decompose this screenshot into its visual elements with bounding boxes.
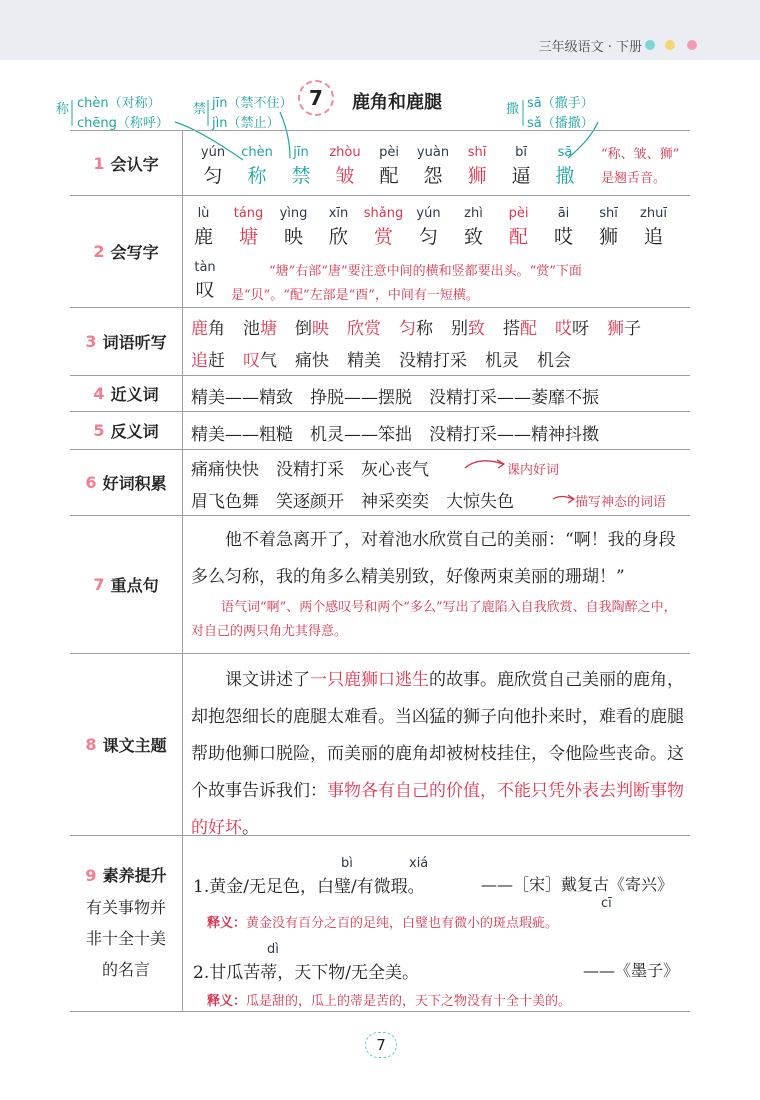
pinyin: lù [197,206,210,221]
explanation-1: 释义：黄金没有百分之百的足纯，白璧也有微小的斑点瑕疵。 [207,916,559,931]
word-line [191,314,659,339]
hanzi: 称 [247,165,267,187]
quote-1-source: ——［宋］戴复古《寄兴》 [481,875,674,894]
hanzi: 匀 [203,165,223,187]
sub-label: 有关事物并 [85,897,166,917]
hanzi: 狮 [598,226,618,248]
hanzi: 撒 [555,165,575,187]
arrow-icon [551,492,577,506]
hanzi: 怨 [423,165,443,187]
row-antonyms [70,412,690,450]
side-note: 课内好词 [507,463,560,478]
polyphone-char-sa: 撒 [506,102,520,117]
pinyin: shī [467,145,487,160]
row-dictation [70,308,690,376]
word: 狮子 [607,319,641,339]
lesson-number: 7 [298,80,334,116]
pinyin: pèi [379,145,399,160]
word: 搭配 [503,319,537,339]
theme-paragraph: 课文讲述了一只鹿狮口逃生的故事。鹿欣赏自己美丽的鹿角，却抱怨细长的鹿腿太难看。当凶猛的狮子向他扑来时，难看的鹿腿帮助他狮口脱险，而美丽的鹿角却被树枝挂住，令他险些丧命。这个故事告诉我们：事物各有自己的价值，不能只凭外表去判断事物的好坏。 [191,670,684,838]
char-item [191,145,235,188]
word: 欣赏 [347,319,381,339]
polyphone-char-chen: 称 [56,102,70,117]
row-good-words [70,450,690,516]
pinyin: yuàn [416,145,450,160]
char-item [543,145,587,188]
hanzi: 哎 [553,226,573,248]
char-item [279,145,323,188]
char-item [411,145,455,188]
char-item [367,145,411,188]
char-item [406,206,451,249]
word: 机会 [537,351,571,371]
side-note: “塘”右部“唐”要注意中间的横和竖都要出头。“赏”下面 [269,264,582,279]
sub-label: 的名言 [101,959,150,979]
pinyin: jīn [293,145,309,160]
row-write [70,196,690,308]
char-item [226,206,271,249]
sentence-note: 语气词“啊”、两个感叹号和两个“多么”写出了鹿陷入自我欣赏、自我陶醉之中，对自己的两只角尤其得意。 [191,600,677,639]
polyphone-char-jin: 禁 [193,102,207,117]
polyphone-reading: sā（撒手） [527,96,594,111]
polyphone-reading: chèn（对称） [77,96,161,111]
char-item [235,145,279,188]
char-item [323,145,367,188]
antonym-text: 精美——粗糙 机灵——笨拙 没精打采——精神抖擞 [191,425,599,445]
hanzi: 皱 [335,165,355,187]
char-list [181,206,676,249]
pinyin: sā [557,145,573,160]
pinyin: chèn [241,145,273,160]
hanzi: 禁 [291,165,311,187]
side-note: “称、皱、狮” [601,147,680,162]
hanzi: 致 [463,226,483,248]
hanzi: 配 [379,165,399,187]
pinyin: yún [416,206,441,221]
row-label: 9 素养提升 有关事物并 非十全十美 的名言 [70,836,183,1011]
char-item [316,206,361,249]
pinyin: zhòu [329,145,361,160]
word: 池塘 [243,319,277,339]
row-quotes [70,836,690,1012]
pinyin: yún [200,145,226,160]
book-label: 三年级语文 · 下册 [538,40,642,55]
word-line: 痛痛快快 没精打采 灰心丧气 [191,460,429,480]
row-label: 6 好词积累 [70,450,183,515]
side-note: 是“贝”。“配”左部是“酉”，中间有一短横。 [231,288,479,303]
arrow-icon [463,454,507,472]
synonym-text: 精美——精致 挣脱——摆脱 没精打采——萎靡不振 [191,388,599,408]
char-item [541,206,586,249]
row-synonyms [70,376,690,412]
hanzi: 配 [508,226,528,248]
word: 机灵 [485,351,519,371]
explanation-2: 释义：瓜是甜的，瓜上的蒂是苦的，天下之物没有十全十美的。 [207,994,572,1009]
row-label: 4 近义词 [70,376,183,411]
char-item [455,145,499,188]
polyphone-reading: sǎ（播撒） [527,116,594,131]
word: 追赶 [191,351,225,371]
side-note: 描写神态的词语 [575,495,667,510]
pinyin: pèi [508,206,529,221]
side-note: 是翘舌音。 [601,171,667,186]
word: 精美 [347,351,381,371]
hanzi: 狮 [467,165,487,187]
pinyin: cī [601,896,612,911]
pinyin: dì [267,942,279,957]
hanzi: 赏 [373,226,393,248]
word: 别致 [451,319,485,339]
row-label: 5 反义词 [70,412,183,449]
row-label: 8 课文主题 [70,654,183,835]
word: 哎呀 [555,319,589,339]
row-label: 7 重点句 [70,516,183,653]
pinyin: āi [557,206,570,221]
row-recognize [70,130,690,196]
key-sentence: 他不着急离开了，对着池水欣赏自己的美丽：“啊！我的身段多么匀称，我的角多么精美别致，好像两束美丽的珊瑚！” [191,530,676,587]
hanzi: 追 [643,226,663,248]
word-line: 眉飞色舞 笑逐颜开 神采奕奕 大惊失色 [191,492,514,512]
row-label: 1 会认字 [70,131,183,195]
hanzi: 鹿 [193,226,213,248]
word: 没精打采 [399,351,467,371]
pinyin: zhì [464,206,483,221]
row-key-sentence [70,516,690,654]
hanzi: 逼 [511,165,531,187]
char-item [499,145,543,188]
word: 叹气 [243,351,277,371]
row-label: 2 会写字 [70,196,183,307]
pinyin: xīn [328,206,349,221]
pinyin: táng [233,206,264,221]
pinyin: shǎng [363,206,404,221]
word: 匀称 [399,319,433,339]
quote-2: 2.甘瓜苦蒂，天下物/无全美。 [193,963,419,983]
char-list [191,145,587,188]
polyphone-reading: chēng（称呼） [77,116,169,131]
hanzi: 塘 [238,226,258,248]
polyphone-reading: jīn（禁不住） [212,96,293,111]
word: 痛快 [295,351,329,371]
hanzi: 欣 [328,226,348,248]
char-item [361,206,406,249]
quote-1: 1.黄金/无足色，白璧/有微瑕。 [193,877,425,897]
pinyin: bì [341,856,353,871]
pinyin: xiá [409,856,429,871]
row-label: 3 词语听写 [70,308,183,375]
lesson-title: 鹿角和鹿腿 [352,92,442,113]
char-item [496,206,541,249]
char-item [451,206,496,249]
sub-label: 非十全十美 [85,928,166,948]
hanzi: 映 [283,226,303,248]
char-item [271,206,316,249]
page-number: 7 [365,1032,397,1058]
study-table [70,130,690,1012]
quote-2-source: ——《墨子》 [583,961,680,980]
pinyin: shī [599,206,618,221]
word: 倒映 [295,319,329,339]
hanzi: 匀 [418,226,438,248]
char-item [631,206,676,249]
row-theme [70,654,690,836]
polyphone-reading: jìn（禁止） [212,116,280,131]
char-item [181,206,226,249]
pinyin: bī [515,145,527,160]
word-line [191,346,589,371]
word: 鹿角 [191,319,225,339]
char-item: tàn 叹 [194,260,216,301]
pinyin: zhuī [640,206,667,221]
pinyin: yìng [279,206,308,221]
char-item [586,206,631,249]
